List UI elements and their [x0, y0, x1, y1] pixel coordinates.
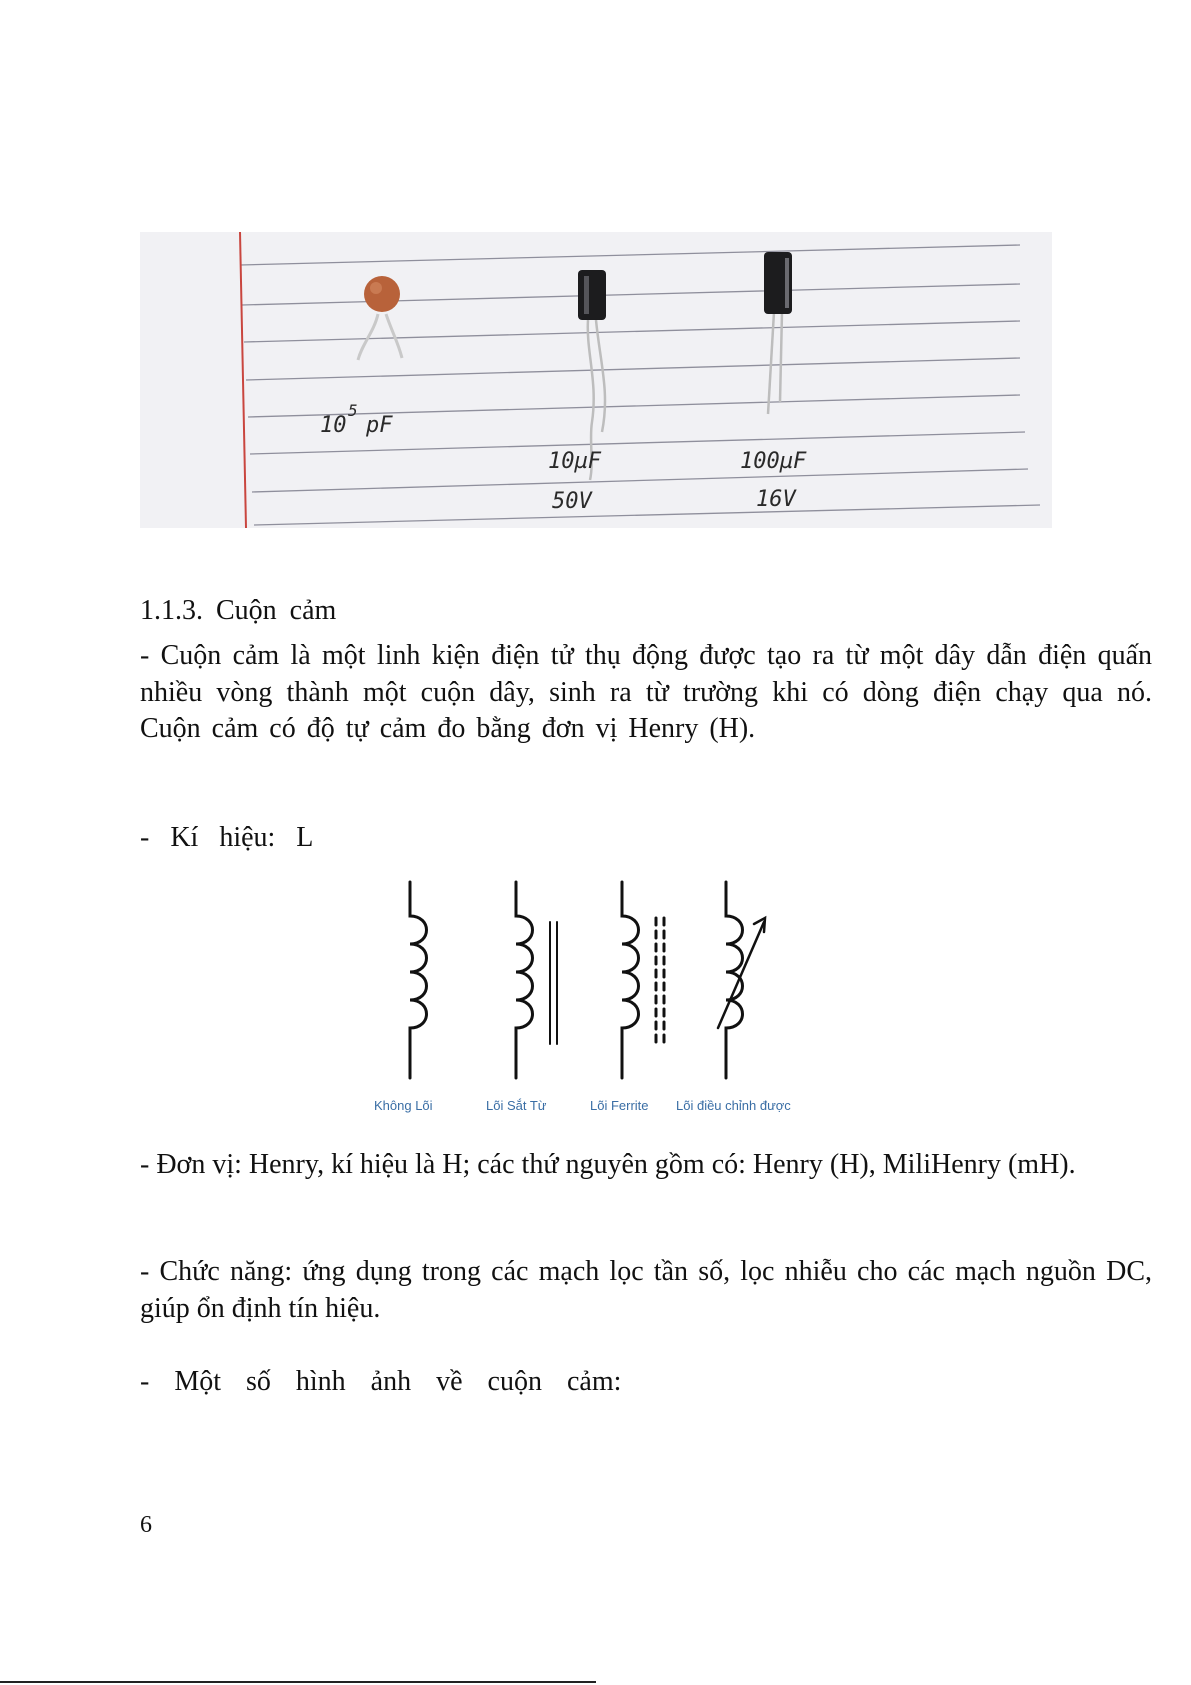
symbol-label-air-core: Không Lõi	[374, 1098, 433, 1113]
inductor-ferrite-core-icon	[622, 882, 664, 1078]
inductor-iron-core-icon	[516, 882, 557, 1078]
symbol-label-adjustable: Lõi điều chỉnh được	[676, 1098, 791, 1113]
paragraph-definition: - Cuộn cảm là một linh kiện điện tử thụ động được tạo ra từ một dây dẫn điện quấn nhiều vòng thành một cuộn dây, sinh ra từ trường khi có dòng điện chạy qua nó. Cuộn cảm có độ tự cảm đo bằng đơn vị Henry (H).	[140, 640, 1152, 744]
page-number: 6	[140, 1512, 152, 1538]
inductor-adjustable-icon	[718, 882, 765, 1078]
inductor-symbols-figure	[374, 878, 820, 1118]
paragraph-unit: - Đơn vị: Henry, kí hiệu là H; các thứ nguyên gồm có: Henry (H), MiliHenry (mH).	[140, 1149, 1076, 1180]
photo-label-ceramic-exp: 5	[348, 401, 358, 420]
photo-label-ceramic-main: 10	[320, 413, 347, 438]
capacitor-photo	[140, 232, 1052, 528]
footer-rule	[0, 1681, 596, 1683]
photo-label-small-voltage: 50V	[552, 489, 592, 514]
paragraph-symbol: - Kí hiệu: L	[140, 822, 314, 853]
symbol-label-ferrite-core: Lõi Ferrite	[590, 1098, 649, 1113]
photo-label-large-value: 100µF	[740, 449, 807, 474]
paragraph-function: - Chức năng: ứng dụng trong các mạch lọc tần số, lọc nhiễu cho các mạch nguồn DC, giúp ổn định tín hiệu.	[140, 1256, 1152, 1324]
symbol-label-iron-core: Lõi Sắt Từ	[486, 1098, 547, 1113]
photo-label-small-value: 10µF	[548, 449, 601, 474]
section-heading: 1.1.3. Cuộn cảm	[140, 595, 337, 626]
paragraph-images-intro: - Một số hình ảnh về cuộn cảm:	[140, 1366, 622, 1397]
photo-label-ceramic-unit: pF	[366, 413, 393, 438]
photo-label-large-voltage: 16V	[756, 487, 796, 512]
inductor-air-core-icon	[410, 882, 427, 1078]
